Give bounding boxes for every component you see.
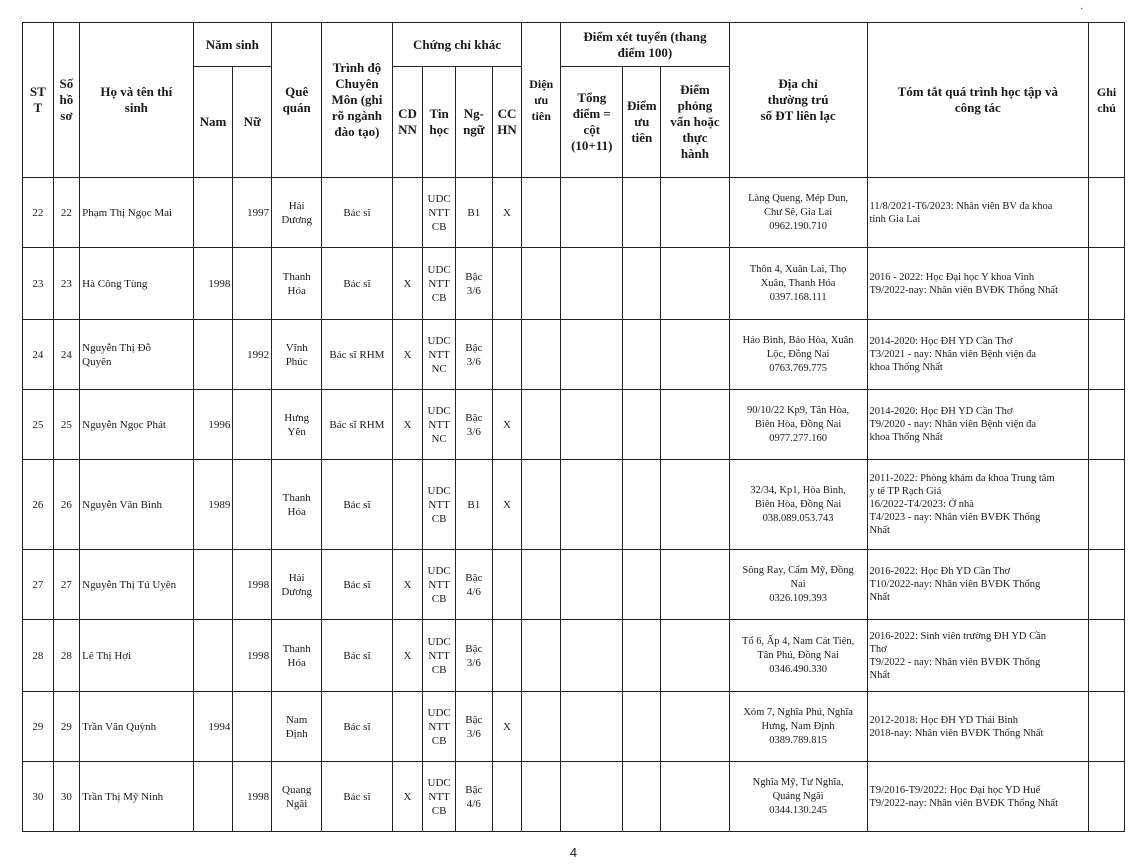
cell-diem-phong-van (661, 762, 729, 832)
cell-tong-diem (561, 178, 623, 248)
cell-name: Trần Thị Mỹ Ninh (80, 762, 193, 832)
header-que-quan: Quê quán (272, 23, 322, 178)
cell-que-quan: Hải Dương (272, 550, 322, 620)
cell-so-ho-so: 30 (53, 762, 80, 832)
header-chung-chi-khac: Chứng chỉ khác (392, 23, 522, 67)
cell-stt: 23 (23, 248, 54, 320)
cell-diem-phong-van (661, 692, 729, 762)
cell-nam: 1998 (193, 248, 233, 320)
cell-tin-hoc: UDC NTT CB (423, 178, 456, 248)
cell-ghi-chu (1089, 692, 1125, 762)
cell-tin-hoc: UDC NTT CB (423, 460, 456, 550)
cell-que-quan: Hải Dương (272, 178, 322, 248)
cell-que-quan: Thanh Hóa (272, 248, 322, 320)
cell-cd-nn (392, 460, 423, 550)
cell-diem-uu-tien (623, 178, 661, 248)
cell-so-ho-so: 28 (53, 620, 80, 692)
cell-stt: 29 (23, 692, 54, 762)
cell-tin-hoc: UDC NTT CB (423, 692, 456, 762)
cell-trinh-do: Bác sĩ RHM (322, 390, 392, 460)
cell-ghi-chu (1089, 248, 1125, 320)
cell-stt: 25 (23, 390, 54, 460)
cell-ghi-chu (1089, 762, 1125, 832)
cell-so-ho-so: 27 (53, 550, 80, 620)
cell-trinh-do: Bác sĩ (322, 178, 392, 248)
cell-que-quan: Hưng Yên (272, 390, 322, 460)
header-tin-hoc: Tin học (423, 67, 456, 178)
cell-ngoai-ngu: B1 (455, 460, 492, 550)
cell-so-ho-so: 26 (53, 460, 80, 550)
cell-tom-tat: T9/2016-T9/2022: Học Đại học YD Huế T9/2022-nay: Nhân viên BVĐK Thống Nhất (867, 762, 1089, 832)
table-row (23, 178, 1125, 248)
cell-tong-diem (561, 460, 623, 550)
cell-cc-hn (492, 320, 522, 390)
cell-stt: 30 (23, 762, 54, 832)
cell-diem-uu-tien (623, 762, 661, 832)
cell-nam: 1996 (193, 390, 233, 460)
table-row (23, 390, 1125, 460)
cell-tom-tat: 2016 - 2022: Học Đại học Y khoa Vinh T9/2022-nay: Nhân viên BVĐK Thống Nhất (867, 248, 1089, 320)
cell-so-ho-so: 22 (53, 178, 80, 248)
cell-dien-uu-tien (522, 178, 561, 248)
cell-diem-phong-van (661, 390, 729, 460)
header-dien-uu-tien: Diện ưu tiên (522, 23, 561, 178)
header-stt: ST T (23, 23, 54, 178)
cell-diem-uu-tien (623, 390, 661, 460)
cell-ngoai-ngu: Bậc 3/6 (455, 248, 492, 320)
cell-cd-nn (392, 692, 423, 762)
table-row (23, 762, 1125, 832)
cell-dien-uu-tien (522, 248, 561, 320)
cell-tom-tat: 2016-2022: Học Đh YD Cần Thơ T10/2022-nay: Nhân viên BVĐK Thống Nhất (867, 550, 1089, 620)
cell-ngoai-ngu: Bậc 3/6 (455, 692, 492, 762)
page-number: 4 (569, 845, 578, 860)
cell-tong-diem (561, 692, 623, 762)
cell-stt: 26 (23, 460, 54, 550)
header-dia-chi: Địa chỉ thường trú số ĐT liên lạc (729, 23, 867, 178)
cell-ngoai-ngu: Bậc 4/6 (455, 762, 492, 832)
cell-nu (233, 390, 272, 460)
cell-que-quan: Thanh Hóa (272, 460, 322, 550)
cell-dien-uu-tien (522, 692, 561, 762)
cell-name: Lê Thị Hợi (80, 620, 193, 692)
cell-dia-chi: Hảo Bình, Bảo Hòa, Xuân Lộc, Đồng Nai 0763.769.775 (729, 320, 867, 390)
cell-que-quan: Quang Ngãi (272, 762, 322, 832)
cell-cd-nn: X (392, 248, 423, 320)
header-nu: Nữ (233, 67, 272, 178)
cell-nu: 1997 (233, 178, 272, 248)
cell-diem-uu-tien (623, 620, 661, 692)
table-row (23, 320, 1125, 390)
cell-name: Nguyễn Thị Tú Uyên (80, 550, 193, 620)
cell-diem-phong-van (661, 620, 729, 692)
cell-diem-uu-tien (623, 550, 661, 620)
cell-tom-tat: 2011-2022: Phòng khám đa khoa Trung tâm y tế TP Rạch Giá 16/2022-T4/2023: Ở nhà T4/2023 - nay: Nhân viên BVĐK Thống Nhất (867, 460, 1089, 550)
cell-diem-uu-tien (623, 248, 661, 320)
cell-dia-chi: Sông Ray, Cẩm Mỹ, Đồng Nai 0326.109.393 (729, 550, 867, 620)
table-body (23, 178, 1125, 832)
cell-diem-phong-van (661, 460, 729, 550)
cell-stt: 28 (23, 620, 54, 692)
cell-ghi-chu (1089, 620, 1125, 692)
cell-name: Nguyễn Thị Đỗ Quyên (80, 320, 193, 390)
cell-tong-diem (561, 550, 623, 620)
cell-name: Nguyễn Ngọc Phát (80, 390, 193, 460)
cell-dien-uu-tien (522, 620, 561, 692)
cell-tom-tat: 11/8/2021-T6/2023: Nhân viên BV đa khoa tỉnh Gia Lai (867, 178, 1089, 248)
cell-dia-chi: Nghĩa Mỹ, Tư Nghĩa, Quảng Ngãi 0344.130.245 (729, 762, 867, 832)
cell-cd-nn: X (392, 390, 423, 460)
cell-dia-chi: Tổ 6, Ấp 4, Nam Cát Tiên, Tân Phú, Đồng Nai 0346.490.330 (729, 620, 867, 692)
cell-dien-uu-tien (522, 320, 561, 390)
cell-cc-hn: X (492, 460, 522, 550)
header-ho-ten: Họ và tên thí sinh (80, 23, 193, 178)
cell-dia-chi: Thôn 4, Xuân Lai, Thọ Xuân, Thanh Hóa 0397.168.111 (729, 248, 867, 320)
cell-diem-uu-tien (623, 320, 661, 390)
cell-cc-hn: X (492, 178, 522, 248)
cell-so-ho-so: 24 (53, 320, 80, 390)
table-row (23, 550, 1125, 620)
cell-ngoai-ngu: Bậc 3/6 (455, 320, 492, 390)
cell-tom-tat: 2014-2020: Học ĐH YD Cần Thơ T3/2021 - nay: Nhân viên Bệnh viện đa khoa Thống Nhất (867, 320, 1089, 390)
cell-cd-nn: X (392, 762, 423, 832)
cell-stt: 22 (23, 178, 54, 248)
cell-tin-hoc: UDC NTT CB (423, 248, 456, 320)
cell-tom-tat: 2014-2020: Học ĐH YD Cần Thơ T9/2020 - nay: Nhân viên Bệnh viện đa khoa Thống Nhất (867, 390, 1089, 460)
cell-que-quan: Thanh Hóa (272, 620, 322, 692)
cell-so-ho-so: 23 (53, 248, 80, 320)
cell-diem-phong-van (661, 550, 729, 620)
cell-diem-uu-tien (623, 460, 661, 550)
cell-que-quan: Vĩnh Phúc (272, 320, 322, 390)
cell-nam (193, 620, 233, 692)
cell-cc-hn: X (492, 390, 522, 460)
cell-tin-hoc: UDC NTT CB (423, 550, 456, 620)
cell-ngoai-ngu: Bậc 3/6 (455, 620, 492, 692)
table-row (23, 460, 1125, 550)
header-tom-tat: Tóm tắt quá trình học tập và công tác (867, 23, 1089, 178)
header-tong-diem: Tổng điểm = cột (10+11) (561, 67, 623, 178)
cell-nu: 1992 (233, 320, 272, 390)
cell-nu (233, 692, 272, 762)
cell-diem-phong-van (661, 320, 729, 390)
cell-cd-nn: X (392, 620, 423, 692)
cell-stt: 27 (23, 550, 54, 620)
cell-trinh-do: Bác sĩ (322, 620, 392, 692)
cell-diem-phong-van (661, 178, 729, 248)
cell-tong-diem (561, 248, 623, 320)
cell-nu: 1998 (233, 620, 272, 692)
header-ghi-chu: Ghi chú (1089, 23, 1125, 178)
cell-dien-uu-tien (522, 390, 561, 460)
cell-tin-hoc: UDC NTT NC (423, 390, 456, 460)
cell-cc-hn (492, 550, 522, 620)
cell-que-quan: Nam Định (272, 692, 322, 762)
cell-nu: 1998 (233, 550, 272, 620)
cell-nam (193, 178, 233, 248)
cell-nam (193, 550, 233, 620)
cell-ghi-chu (1089, 390, 1125, 460)
cell-dia-chi: Làng Queng, Mép Dun, Chư Sê, Gia Lai 0962.190.710 (729, 178, 867, 248)
cell-cc-hn (492, 762, 522, 832)
cell-dia-chi: 90/10/22 Kp9, Tân Hòa, Biên Hòa, Đồng Nai 0977.277.160 (729, 390, 867, 460)
table-row (23, 692, 1125, 762)
cell-cd-nn: X (392, 550, 423, 620)
cell-ghi-chu (1089, 460, 1125, 550)
cell-tong-diem (561, 762, 623, 832)
header-diem-xet-tuyen: Điểm xét tuyển (thang điểm 100) (561, 23, 730, 67)
cell-so-ho-so: 29 (53, 692, 80, 762)
cell-ngoai-ngu: Bậc 3/6 (455, 390, 492, 460)
cell-tong-diem (561, 620, 623, 692)
candidate-table (22, 22, 1125, 832)
cell-so-ho-so: 25 (53, 390, 80, 460)
cell-trinh-do: Bác sĩ (322, 762, 392, 832)
header-cc-hn: CC HN (492, 67, 522, 178)
cell-tom-tat: 2012-2018: Học ĐH YD Thái Bình 2018-nay: Nhân viên BVĐK Thống Nhất (867, 692, 1089, 762)
cell-tin-hoc: UDC NTT CB (423, 762, 456, 832)
cell-ghi-chu (1089, 550, 1125, 620)
cell-dia-chi: Xóm 7, Nghĩa Phú, Nghĩa Hưng, Nam Định 0389.789.815 (729, 692, 867, 762)
cell-nam: 1994 (193, 692, 233, 762)
cell-diem-uu-tien (623, 692, 661, 762)
cell-dien-uu-tien (522, 762, 561, 832)
cell-tong-diem (561, 320, 623, 390)
cell-nu (233, 248, 272, 320)
cell-name: Hà Công Tùng (80, 248, 193, 320)
cell-trinh-do: Bác sĩ (322, 460, 392, 550)
cell-trinh-do: Bác sĩ (322, 692, 392, 762)
table-header (23, 23, 1125, 178)
header-so-ho-so: Số hồ sơ (53, 23, 80, 178)
cell-ngoai-ngu: Bậc 4/6 (455, 550, 492, 620)
cell-tom-tat: 2016-2022: Sinh viên trường ĐH YD Cần Thơ T9/2022 - nay: Nhân viên BVĐK Thống Nhất (867, 620, 1089, 692)
header-trinh-do: Trình độ Chuyên Môn (ghi rõ ngành đào tạo) (322, 23, 392, 178)
cell-trinh-do: Bác sĩ (322, 248, 392, 320)
header-nam-sinh: Năm sinh (193, 23, 272, 67)
cell-dia-chi: 32/34, Kp1, Hòa Bình, Biên Hòa, Đồng Nai 038.089.053.743 (729, 460, 867, 550)
cell-nam: 1989 (193, 460, 233, 550)
cell-nu: 1998 (233, 762, 272, 832)
cell-cc-hn: X (492, 692, 522, 762)
cell-tong-diem (561, 390, 623, 460)
corner-dot: · (1080, 4, 1084, 15)
cell-cc-hn (492, 620, 522, 692)
cell-nu (233, 460, 272, 550)
cell-stt: 24 (23, 320, 54, 390)
cell-cd-nn: X (392, 320, 423, 390)
cell-cd-nn (392, 178, 423, 248)
header-diem-uu-tien: Điểm ưu tiên (623, 67, 661, 178)
header-ngoai-ngu: Ng- ngữ (455, 67, 492, 178)
header-nam: Nam (193, 67, 233, 178)
header-diem-phong-van: Điểm phỏng vấn hoặc thực hành (661, 67, 729, 178)
candidate-table-container (22, 22, 1125, 832)
cell-nam (193, 320, 233, 390)
cell-name: Trần Văn Quỳnh (80, 692, 193, 762)
cell-diem-phong-van (661, 248, 729, 320)
cell-nam (193, 762, 233, 832)
cell-name: Phạm Thị Ngọc Mai (80, 178, 193, 248)
cell-dien-uu-tien (522, 550, 561, 620)
cell-name: Nguyễn Văn Bình (80, 460, 193, 550)
table-row (23, 620, 1125, 692)
cell-ghi-chu (1089, 178, 1125, 248)
cell-ghi-chu (1089, 320, 1125, 390)
cell-ngoai-ngu: B1 (455, 178, 492, 248)
cell-cc-hn (492, 248, 522, 320)
cell-trinh-do: Bác sĩ RHM (322, 320, 392, 390)
cell-tin-hoc: UDC NTT NC (423, 320, 456, 390)
table-row (23, 248, 1125, 320)
cell-dien-uu-tien (522, 460, 561, 550)
header-cd-nn: CD NN (392, 67, 423, 178)
cell-trinh-do: Bác sĩ (322, 550, 392, 620)
cell-tin-hoc: UDC NTT CB (423, 620, 456, 692)
